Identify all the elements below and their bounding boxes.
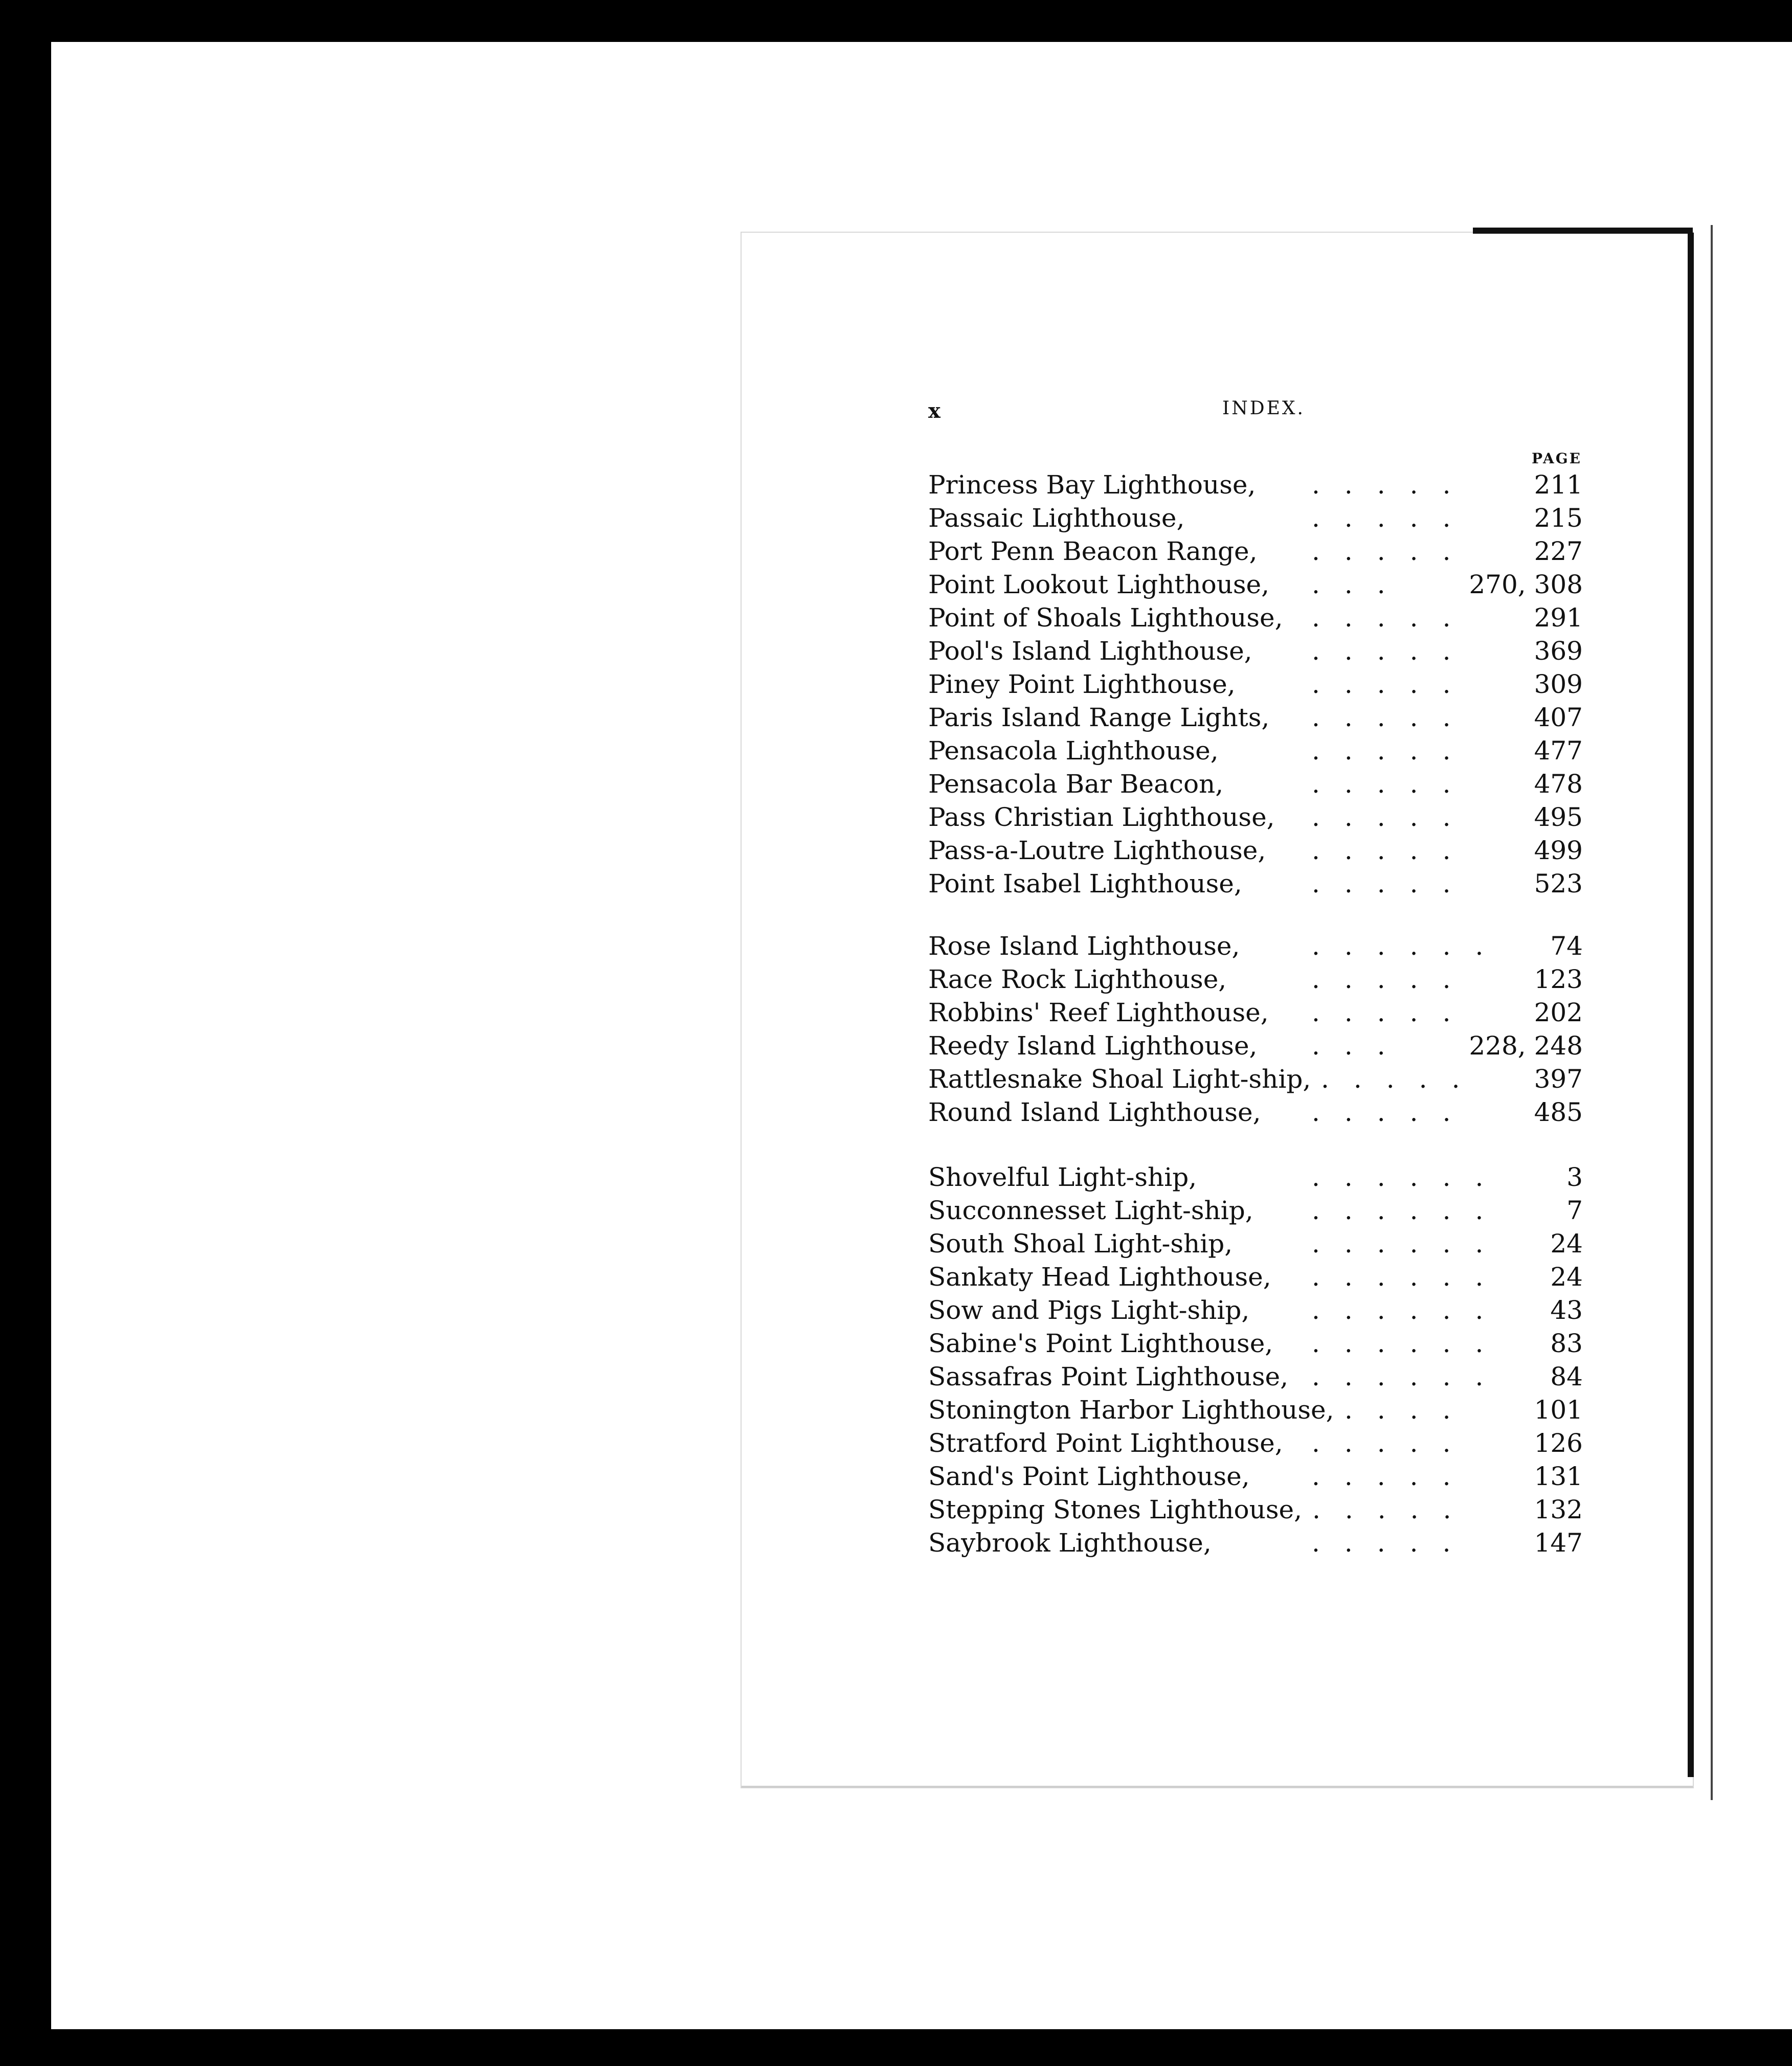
- entry-page-number: 477: [1534, 736, 1583, 766]
- entry-page-number: 24: [1550, 1262, 1583, 1292]
- entry-page-number: 478: [1534, 769, 1583, 799]
- index-entry: [928, 502, 1583, 535]
- entry-name: Pensacola Lighthouse,: [928, 736, 1219, 766]
- entry-name: Pensacola Bar Beacon,: [928, 769, 1224, 799]
- entry-page-number: 485: [1534, 1097, 1583, 1127]
- dot-leader: ......: [1312, 1262, 1508, 1292]
- entry-page-number: 24: [1550, 1229, 1583, 1259]
- entry-name: Rose Island Lighthouse,: [928, 931, 1240, 961]
- dot-leader: ......: [1312, 1362, 1508, 1391]
- entry-page-number: 228, 248: [1469, 1031, 1583, 1061]
- index-entry: [928, 1194, 1583, 1227]
- dot-leader: ...: [1312, 570, 1410, 599]
- dot-leader: .....: [1312, 703, 1475, 732]
- facing-page-edge: [1711, 225, 1713, 1800]
- index-group-p: [928, 468, 1583, 901]
- index-entry: [928, 1063, 1583, 1096]
- index-group-r: [928, 930, 1583, 1129]
- index-entry: [928, 867, 1583, 901]
- entry-name: Stonington Harbor Lighthouse,: [928, 1395, 1334, 1425]
- entry-name: Passaic Lighthouse,: [928, 503, 1185, 533]
- entry-name: Pass-a-Loutre Lighthouse,: [928, 836, 1266, 865]
- entry-name: Sow and Pigs Light-ship,: [928, 1295, 1250, 1325]
- entry-name: South Shoal Light-ship,: [928, 1229, 1233, 1259]
- entry-page-number: 499: [1534, 836, 1583, 865]
- entry-name: Rattlesnake Shoal Light-ship,: [928, 1064, 1311, 1094]
- scan-border-bottom-gap: [51, 2005, 1792, 2029]
- entry-page-number: 3: [1566, 1162, 1583, 1192]
- entry-name: Princess Bay Lighthouse,: [928, 470, 1256, 500]
- entry-name: Port Penn Beacon Range,: [928, 536, 1258, 566]
- folio-number: x: [928, 399, 942, 423]
- index-entry: [928, 1427, 1583, 1460]
- index-entry: [928, 1394, 1583, 1427]
- entry-page-number: 131: [1534, 1462, 1583, 1491]
- scan-border-top: [0, 0, 1792, 42]
- entry-page-number: 211: [1534, 470, 1583, 500]
- page-column-head: PAGE: [1532, 450, 1582, 467]
- index-entry: [928, 834, 1583, 867]
- entry-page-number: 202: [1534, 998, 1583, 1027]
- entry-name: Sand's Point Lighthouse,: [928, 1462, 1250, 1491]
- entry-name: Sabine's Point Lighthouse,: [928, 1329, 1273, 1358]
- dot-leader: .....: [1321, 1064, 1485, 1094]
- index-entry: [928, 1460, 1583, 1493]
- dot-leader: .....: [1312, 1528, 1475, 1558]
- index-entry: [928, 668, 1583, 701]
- entry-page-number: 227: [1534, 536, 1583, 566]
- entry-name: Point Lookout Lighthouse,: [928, 570, 1270, 599]
- index-entry: [928, 963, 1583, 996]
- entry-page-number: 84: [1550, 1362, 1583, 1391]
- entry-name: Round Island Lighthouse,: [928, 1097, 1261, 1127]
- dot-leader: .....: [1312, 736, 1475, 766]
- dot-leader: .....: [1312, 636, 1475, 666]
- page-top-rule: [1473, 228, 1693, 234]
- entry-name: Robbins' Reef Lighthouse,: [928, 998, 1269, 1027]
- index-entry: [928, 1029, 1583, 1063]
- entry-page-number: 215: [1534, 503, 1583, 533]
- index-entry: [928, 468, 1583, 502]
- entry-page-number: 132: [1534, 1495, 1583, 1524]
- index-group-s: [928, 1161, 1583, 1560]
- entry-page-number: 123: [1534, 964, 1583, 994]
- index-entry: [928, 1526, 1583, 1560]
- index-entry: [928, 568, 1583, 601]
- index-entry: [928, 1227, 1583, 1261]
- index-entry: [928, 996, 1583, 1029]
- entry-name: Sankaty Head Lighthouse,: [928, 1262, 1271, 1292]
- index-entry: [928, 734, 1583, 768]
- entry-page-number: 83: [1550, 1329, 1583, 1358]
- entry-name: Paris Island Range Lights,: [928, 703, 1270, 732]
- dot-leader: .....: [1312, 1495, 1476, 1524]
- entry-name: Stepping Stones Lighthouse,: [928, 1495, 1302, 1524]
- entry-page-number: 101: [1534, 1395, 1583, 1425]
- dot-leader: .....: [1312, 869, 1475, 899]
- scan-border-left: [0, 0, 51, 2066]
- entry-name: Pass Christian Lighthouse,: [928, 802, 1275, 832]
- running-head: INDEX.: [1222, 398, 1305, 419]
- dot-leader: .....: [1312, 1428, 1475, 1458]
- dot-leader: ....: [1345, 1395, 1475, 1425]
- dot-leader: .....: [1312, 1462, 1475, 1491]
- dot-leader: .....: [1312, 998, 1475, 1027]
- entry-name: Piney Point Lighthouse,: [928, 669, 1236, 699]
- index-entry: [928, 1493, 1583, 1526]
- dot-leader: .....: [1312, 603, 1475, 633]
- entry-name: Point Isabel Lighthouse,: [928, 869, 1242, 899]
- dot-leader: ......: [1312, 1229, 1508, 1259]
- page-bottom-edge: [742, 1786, 1693, 1788]
- entry-page-number: 397: [1534, 1064, 1583, 1094]
- dot-leader: .....: [1312, 964, 1475, 994]
- entry-name: Sassafras Point Lighthouse,: [928, 1362, 1289, 1391]
- index-entry: [928, 535, 1583, 568]
- dot-leader: ......: [1312, 931, 1508, 961]
- entry-name: Stratford Point Lighthouse,: [928, 1428, 1283, 1458]
- dot-leader: .....: [1312, 669, 1475, 699]
- entry-page-number: 495: [1534, 802, 1583, 832]
- index-entry: [928, 1096, 1583, 1129]
- index-entry: [928, 601, 1583, 635]
- dot-leader: ......: [1312, 1329, 1508, 1358]
- entry-page-number: 74: [1550, 931, 1583, 961]
- index-entry: [928, 930, 1583, 963]
- entry-name: Succonnesset Light-ship,: [928, 1196, 1253, 1225]
- dot-leader: ......: [1312, 1196, 1508, 1225]
- entry-page-number: 270, 308: [1469, 570, 1583, 599]
- entry-page-number: 43: [1550, 1295, 1583, 1325]
- dot-leader: .....: [1312, 769, 1475, 799]
- dot-leader: .....: [1312, 836, 1475, 865]
- index-entry: [928, 1161, 1583, 1194]
- entry-page-number: 407: [1534, 703, 1583, 732]
- index-entry: [928, 1261, 1583, 1294]
- dot-leader: .....: [1312, 536, 1475, 566]
- entry-page-number: 369: [1534, 636, 1583, 666]
- entry-name: Race Rock Lighthouse,: [928, 964, 1227, 994]
- index-entry: [928, 1327, 1583, 1360]
- dot-leader: ...: [1312, 1031, 1410, 1061]
- index-entry: [928, 1360, 1583, 1394]
- dot-leader: ......: [1312, 1295, 1508, 1325]
- dot-leader: .....: [1312, 503, 1475, 533]
- index-entry: [928, 768, 1583, 801]
- index-entry: [928, 701, 1583, 734]
- index-entry: [928, 1294, 1583, 1327]
- entry-page-number: 126: [1534, 1428, 1583, 1458]
- entry-page-number: 309: [1534, 669, 1583, 699]
- entry-name: Saybrook Lighthouse,: [928, 1528, 1212, 1558]
- entry-page-number: 523: [1534, 869, 1583, 899]
- entry-name: Shovelful Light-ship,: [928, 1162, 1197, 1192]
- scan-border-bottom: [0, 2029, 1792, 2066]
- index-entry: [928, 635, 1583, 668]
- index-entry: [928, 801, 1583, 834]
- entry-name: Reedy Island Lighthouse,: [928, 1031, 1258, 1061]
- page-right-rule: [1688, 233, 1694, 1777]
- entry-name: Point of Shoals Lighthouse,: [928, 603, 1283, 633]
- dot-leader: .....: [1312, 802, 1475, 832]
- dot-leader: ......: [1312, 1162, 1508, 1192]
- entry-page-number: 147: [1534, 1528, 1583, 1558]
- dot-leader: .....: [1312, 1097, 1475, 1127]
- entry-page-number: 7: [1566, 1196, 1583, 1225]
- entry-page-number: 291: [1534, 603, 1583, 633]
- entry-name: Pool's Island Lighthouse,: [928, 636, 1252, 666]
- dot-leader: .....: [1312, 470, 1475, 500]
